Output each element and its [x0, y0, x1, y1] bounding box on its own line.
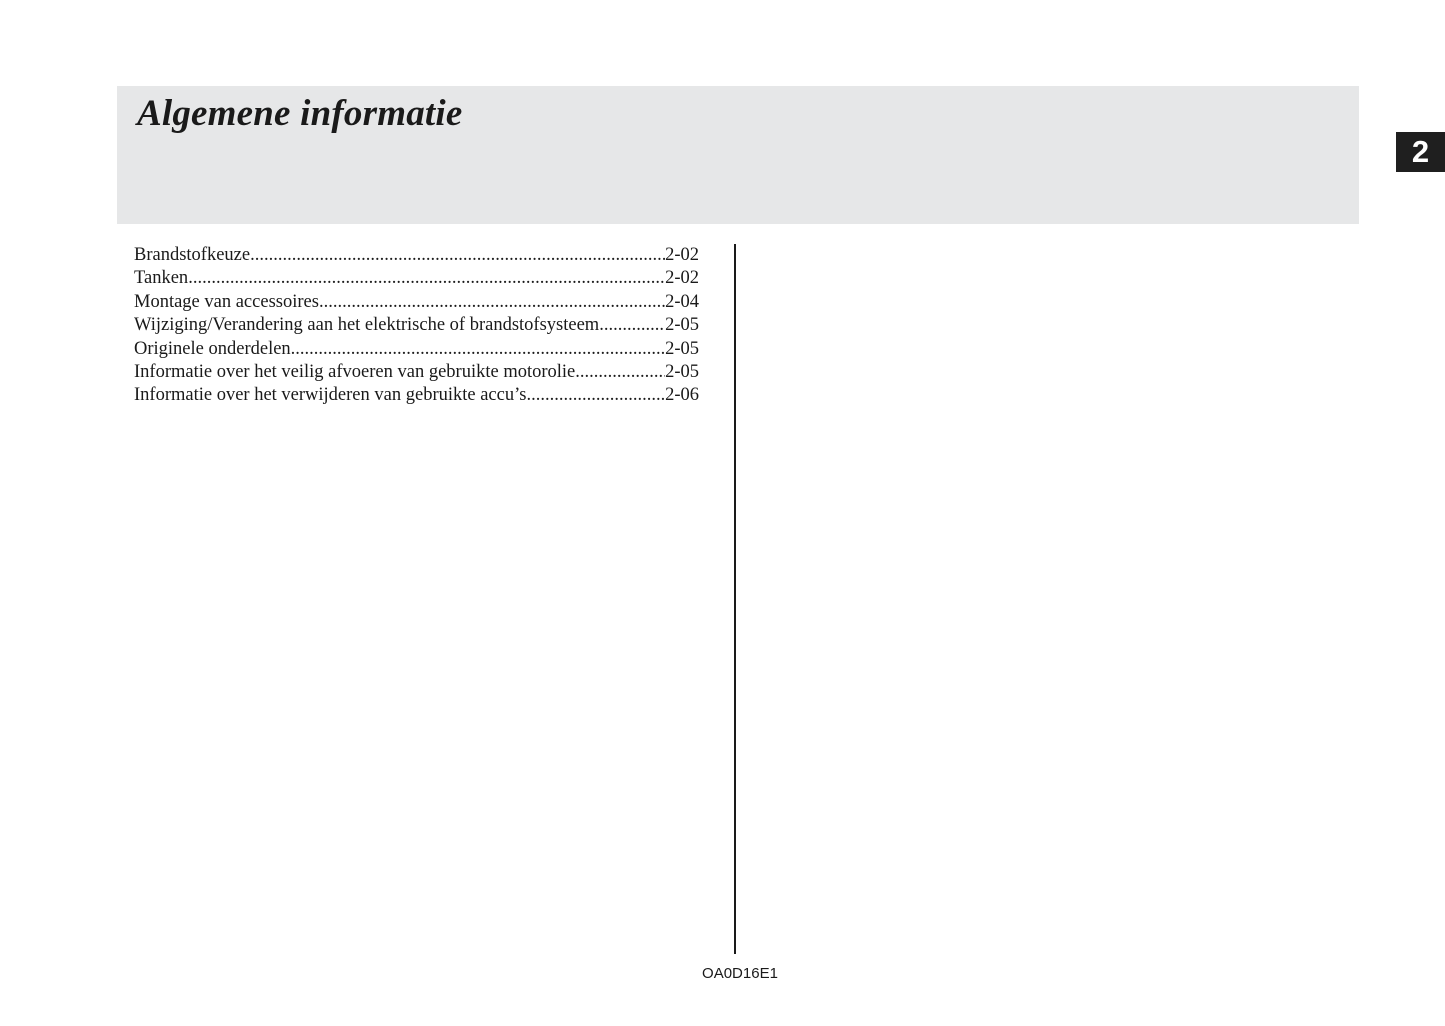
- column-divider: [734, 244, 736, 954]
- toc-entry-page: 2-06: [665, 385, 699, 406]
- toc-entry-label: Brandstofkeuze: [134, 245, 251, 265]
- toc-entry-tanken[interactable]: [134, 267, 699, 290]
- toc-entry-page: 2-05: [665, 338, 699, 359]
- toc-entry-wijziging-systeem[interactable]: [134, 314, 699, 337]
- document-code: OA0D16E1: [702, 965, 778, 982]
- toc-entry-page: 2-05: [665, 361, 699, 382]
- chapter-title: Algemene informatie: [137, 93, 463, 134]
- toc-entry-label: Tanken: [134, 268, 189, 289]
- toc-entry-label: Originele onderdelen: [134, 338, 291, 359]
- toc-entry-verwijderen-accus[interactable]: [134, 384, 699, 407]
- toc-entry-label: Wijziging/Verandering aan het elektrische of brandstofsysteem: [134, 315, 600, 336]
- toc-entry-page: 2-02: [665, 268, 699, 289]
- toc-entry-afvoeren-motorolie[interactable]: [134, 361, 699, 384]
- toc-dot-leader: [250, 244, 665, 267]
- toc-dot-leader: [526, 384, 665, 407]
- toc-entry-brandstofkeuze[interactable]: [134, 244, 699, 267]
- toc-entry-montage-accessoires[interactable]: [134, 291, 699, 314]
- toc-entry-page: 2-05: [665, 315, 699, 336]
- toc-dot-leader: [291, 338, 665, 361]
- toc-entry-label: Informatie over het verwijderen van gebruikte accu’s: [134, 385, 527, 406]
- chapter-header-band: [117, 86, 1359, 224]
- table-of-contents: [134, 244, 699, 408]
- toc-entry-label: Montage van accessoires: [134, 291, 319, 312]
- toc-entry-page: 2-04: [665, 291, 699, 312]
- toc-dot-leader: [188, 267, 665, 290]
- toc-dot-leader: [599, 314, 665, 337]
- toc-entry-label: Informatie over het veilig afvoeren van gebruikte motorolie: [134, 361, 576, 382]
- chapter-number-tab: 2: [1396, 132, 1445, 172]
- toc-entry-page: 2-02: [665, 245, 699, 265]
- toc-dot-leader: [575, 361, 665, 384]
- toc-dot-leader: [319, 291, 665, 314]
- toc-entry-originele-onderdelen[interactable]: [134, 338, 699, 361]
